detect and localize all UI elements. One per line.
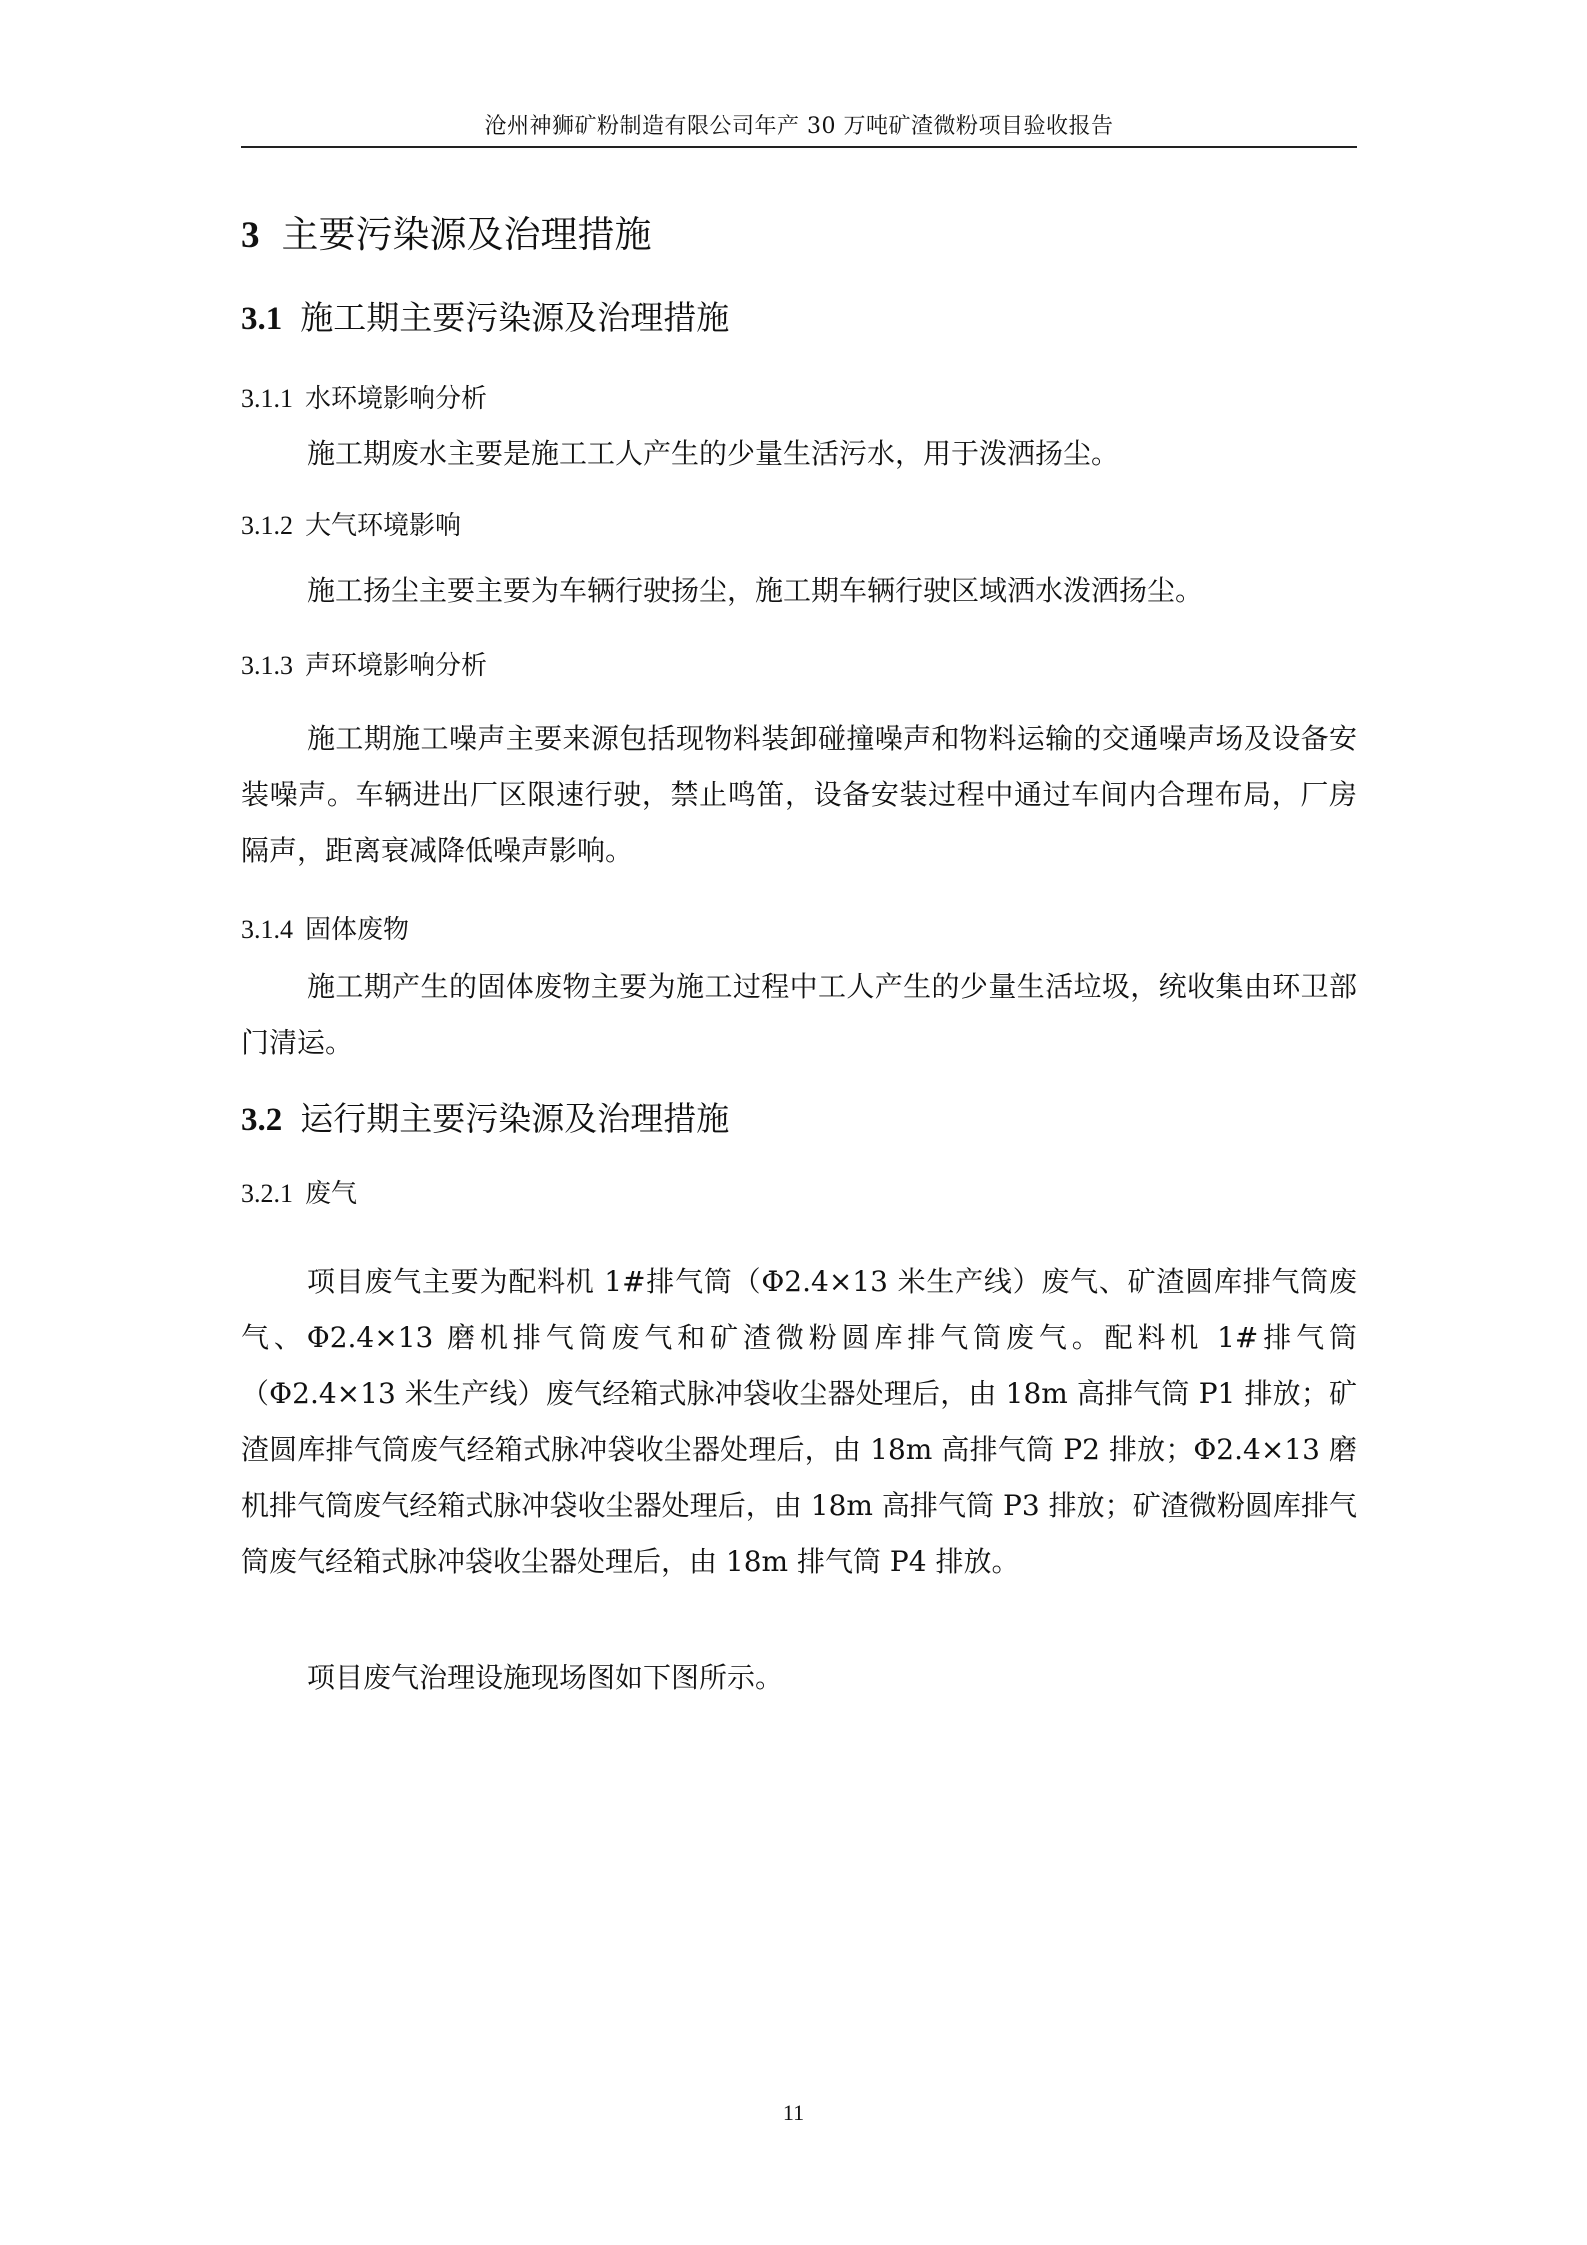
section-heading-3-2 xyxy=(241,1097,729,1142)
subsection-heading-3-2-1 xyxy=(241,1176,357,1212)
subsection-title: 固体废物 xyxy=(305,915,410,945)
section-title: 运行期主要污染源及治理措施 xyxy=(300,1099,730,1138)
paragraph-exhaust-figure-note: 项目废气治理设施现场图如下图所示。 xyxy=(307,1661,784,1694)
subsection-heading-3-1-3 xyxy=(241,648,487,684)
subsection-number: 3.1.2 xyxy=(241,511,293,540)
subsection-number: 3.1.3 xyxy=(241,651,293,680)
section-heading-3-1 xyxy=(241,296,729,341)
paragraph-water: 施工期废水主要是施工工人产生的少量生活污水，用于泼洒扬尘。 xyxy=(307,437,1120,470)
subsection-title: 水环境影响分析 xyxy=(305,384,488,414)
paragraph-air: 施工扬尘主要主要为车辆行驶扬尘，施工期车辆行驶区域洒水泼洒扬尘。 xyxy=(307,574,1204,607)
subsection-heading-3-1-1 xyxy=(241,381,487,417)
paragraph-solid-waste: 施工期产生的固体废物主要为施工过程中工人产生的少量生活垃圾，统收集由环卫部门清运。 xyxy=(241,970,1357,1059)
paragraph-exhaust-gas: 项目废气主要为配料机 1#排气筒（Φ2.4×13 米生产线）废气、矿渣圆库排气筒废气、Φ2.4×13 磨机排气筒废气和矿渣微粉圆库排气筒废气。配料机 1#排气筒（Φ2.4×13 米生产线）废气经箱式脉冲袋收尘器处理后，由 18m 高排气筒 P1 排放；矿渣圆库排气筒废气经箱式脉冲袋收尘器处理后，由 18m 高排气筒 P2 排放；Φ2.4×13 磨机排气筒废气经箱式脉冲袋收尘器处理后，由 18m 高排气筒 P3 排放；矿渣微粉圆库排气筒废气经箱式脉冲袋收尘器处理后，由 18m 排气筒 P4 排放。 xyxy=(241,1265,1357,1578)
subsection-number: 3.1.1 xyxy=(241,384,293,413)
subsection-number: 3.2.1 xyxy=(241,1179,293,1208)
chapter-number: 3 xyxy=(241,215,260,256)
subsection-title: 废气 xyxy=(305,1179,358,1209)
subsection-title: 大气环境影响 xyxy=(305,511,462,541)
running-header: 沧州神狮矿粉制造有限公司年产 30 万吨矿渣微粉项目验收报告 xyxy=(484,114,1114,139)
chapter-title: 主要污染源及治理措施 xyxy=(281,213,652,256)
header-divider xyxy=(241,146,1357,148)
paragraph-noise: 施工期施工噪声主要来源包括现物料装卸碰撞噪声和物料运输的交通噪声场及设备安装噪声。车辆进出厂区限速行驶，禁止鸣笛，设备安装过程中通过车间内合理布局，厂房隔声，距离衰减降低噪声影响。 xyxy=(241,722,1357,867)
subsection-title: 声环境影响分析 xyxy=(305,651,488,681)
page-number: 11 xyxy=(782,2100,805,2125)
subsection-heading-3-1-4 xyxy=(241,912,409,948)
subsection-heading-3-1-2 xyxy=(241,508,461,544)
section-number: 3.1 xyxy=(241,301,283,337)
chapter-heading xyxy=(241,210,652,261)
subsection-number: 3.1.4 xyxy=(241,915,293,944)
section-number: 3.2 xyxy=(241,1102,283,1138)
section-title: 施工期主要污染源及治理措施 xyxy=(300,298,730,337)
